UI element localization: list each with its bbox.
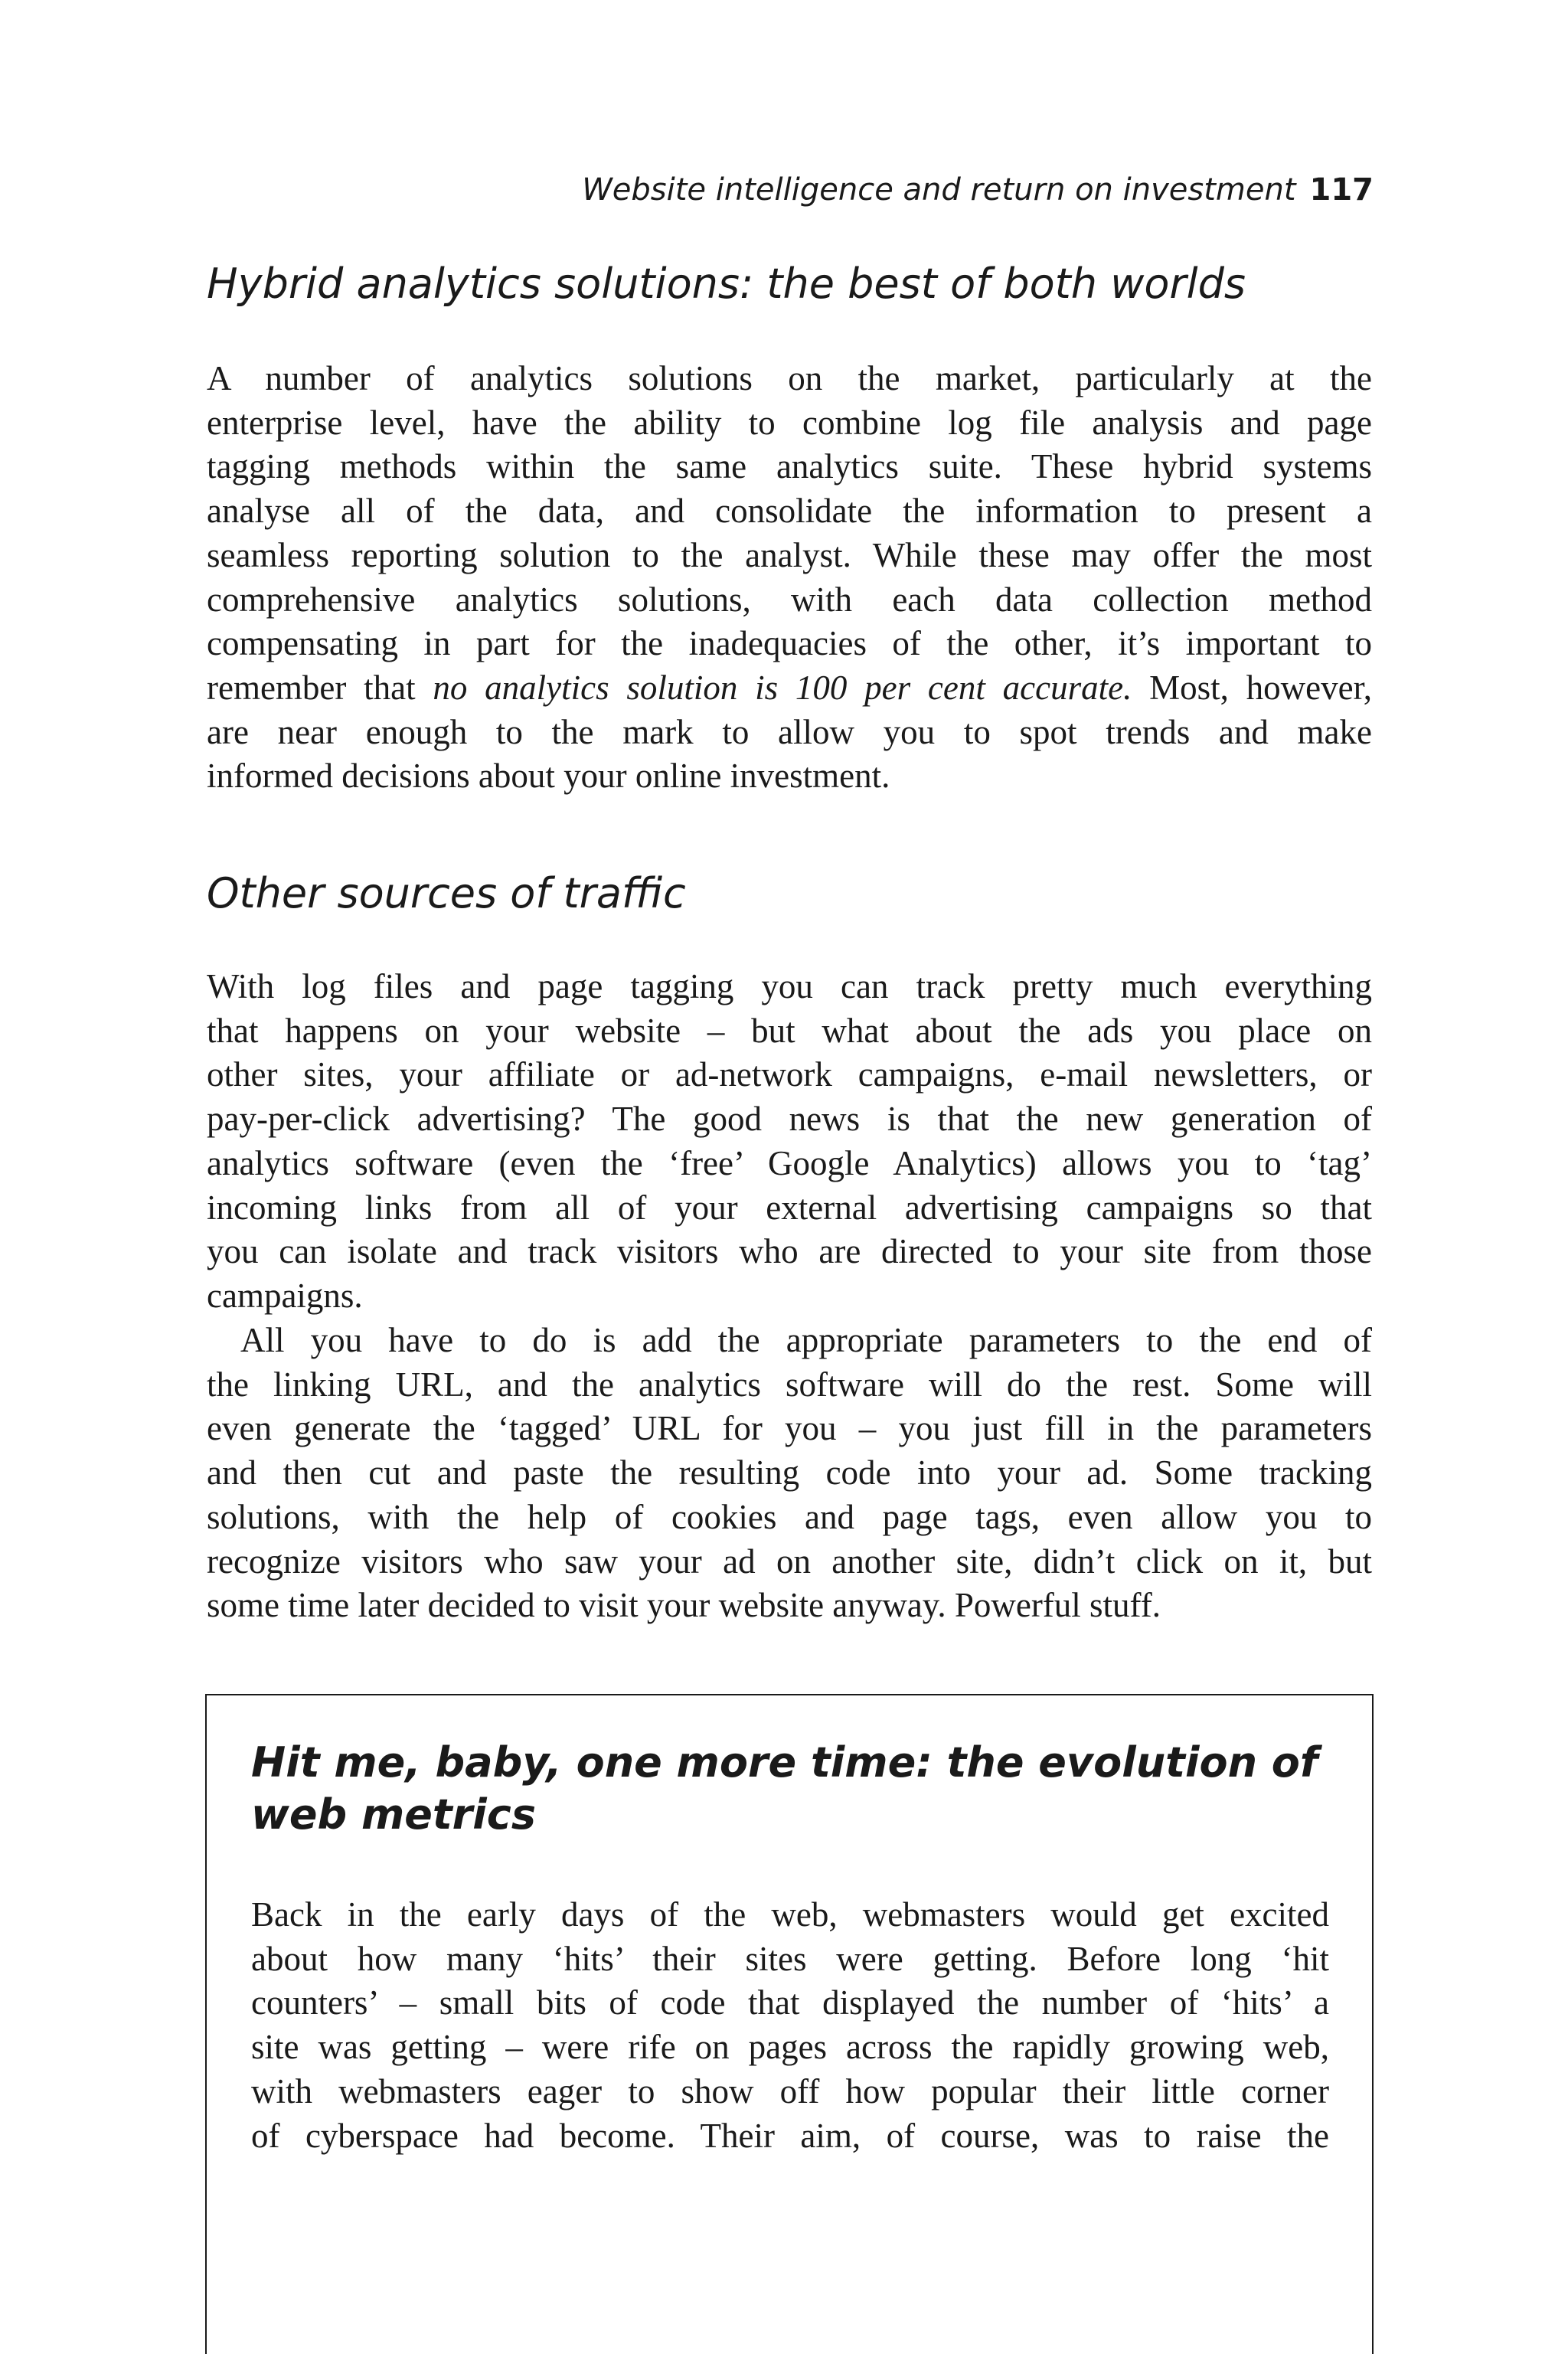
text-line: even generate the ‘tagged’ URL for you – you just fill in the parameters	[207, 1409, 1372, 1448]
emphasized-text: no analytics solution is 100 per cent accurate.	[433, 668, 1132, 707]
running-head	[582, 170, 1374, 210]
text-line: campaigns.	[207, 1276, 363, 1315]
box-heading-line: Hit me, baby, one more time: the evolution of	[251, 1738, 1318, 1787]
text-line: All you have to do is add the appropriate parameters to the end of	[240, 1321, 1372, 1359]
hybrid-paragraph	[207, 357, 1372, 799]
text-line: enterprise level, have the ability to combine log file analysis and page	[207, 403, 1372, 442]
section-heading-other-sources: Other sources of traffic	[207, 869, 686, 917]
other-sources-paragraph-2	[207, 1319, 1372, 1628]
text-line: the linking URL, and the analytics software will do the rest. Some will	[207, 1365, 1372, 1404]
text-line: tagging methods within the same analytics suite. These hybrid systems	[207, 447, 1372, 486]
text-line: pay-per-click advertising? The good news is that the new generation of	[207, 1100, 1372, 1139]
text-line: Back in the early days of the web, webmasters would get excited	[251, 1895, 1329, 1934]
box-heading	[251, 1737, 1318, 1841]
text-line: recognize visitors who saw your ad on another site, didn’t click on it, but	[207, 1542, 1372, 1581]
text-line: you can isolate and track visitors who are directed to your site from those	[207, 1232, 1372, 1271]
text-line: analyse all of the data, and consolidate the information to present a	[207, 492, 1372, 531]
text-line: and then cut and paste the resulting code into your ad. Some tracking	[207, 1453, 1372, 1493]
page-number: 117	[1309, 172, 1374, 208]
text-line: incoming links from all of your external advertising campaigns so that	[207, 1188, 1372, 1227]
text-line: that happens on your website – but what about the ads you place on	[207, 1011, 1372, 1050]
text-run: Most, however,	[1132, 668, 1372, 707]
text-line: compensating in part for the inadequacies of the other, it’s important to	[207, 624, 1372, 663]
text-run: remember that	[207, 668, 433, 707]
text-line: other sites, your affiliate or ad-network campaigns, e-mail newsletters, or	[207, 1055, 1372, 1094]
text-line: of cyberspace had become. Their aim, of course, was to raise the	[251, 2116, 1329, 2155]
text-line: informed decisions about your online investment.	[207, 757, 890, 796]
text-line: some time later decided to visit your website anyway. Powerful stuff.	[207, 1586, 1161, 1625]
text-line: site was getting – were rife on pages across the rapidly growing web,	[251, 2028, 1329, 2067]
text-line: are near enough to the mark to allow you to spot trends and make	[207, 712, 1372, 751]
text-line: comprehensive analytics solutions, with each data collection method	[207, 580, 1372, 619]
box-heading-line: web metrics	[251, 1790, 536, 1839]
text-line: seamless reporting solution to the analyst. While these may offer the most	[207, 535, 1372, 574]
text-line: with webmasters eager to show off how popular their little corner	[251, 2071, 1329, 2110]
text-line: counters’ – small bits of code that displayed the number of ‘hits’ a	[251, 1983, 1329, 2022]
text-line: solutions, with the help of cookies and page tags, even allow you to	[207, 1497, 1372, 1536]
text-line	[207, 666, 1372, 711]
text-line: With log files and page tagging you can track pretty much everything	[207, 967, 1372, 1005]
section-heading-hybrid: Hybrid analytics solutions: the best of both worlds	[207, 260, 1246, 308]
running-head-title: Website intelligence and return on investment	[582, 172, 1296, 208]
other-sources-paragraph-1	[207, 965, 1372, 1319]
sidebar-box	[205, 1694, 1374, 2354]
text-line: A number of analytics solutions on the market, particularly at the	[207, 359, 1372, 397]
text-line: analytics software (even the ‘free’ Google Analytics) allows you to ‘tag’	[207, 1143, 1372, 1182]
box-paragraph	[251, 1893, 1329, 2158]
text-line: about how many ‘hits’ their sites were getting. Before long ‘hit	[251, 1939, 1329, 1978]
